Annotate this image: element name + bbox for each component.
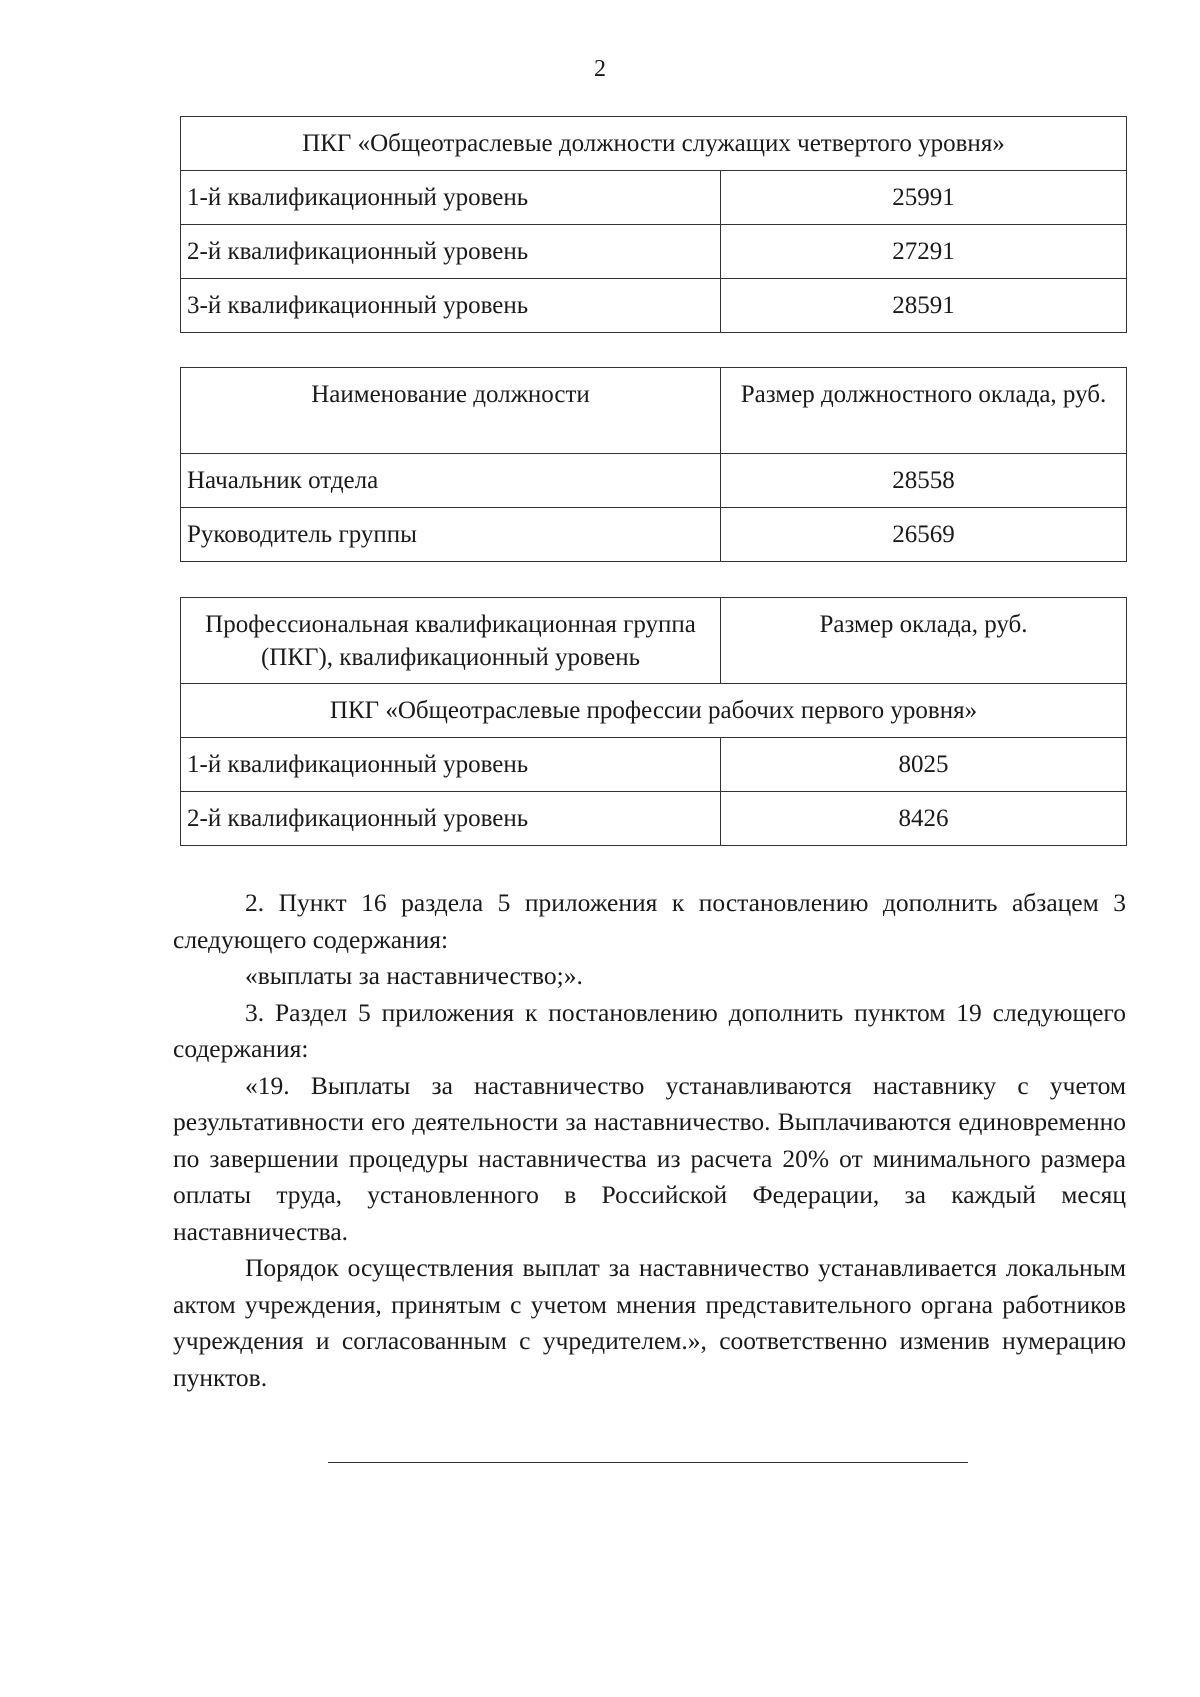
page-number: 2 bbox=[594, 56, 606, 82]
table-row bbox=[181, 792, 1127, 846]
salary-cell: 8426 bbox=[721, 792, 1127, 846]
quoted-clause-19: «19. Выплаты за наставничество устанавливаются наставнику с учетом результативности его деятельности за наставничество. Выплачиваются единовременно по завершении процедуры наставничества из расчета 20% от минимального размера оплаты труда, установленного в Российской Федерации, за каждый месяц наставничества. bbox=[173, 1070, 1126, 1246]
table-row bbox=[181, 171, 1127, 225]
column-header-salary: Размер оклада, руб. bbox=[721, 598, 1127, 684]
qualification-level-cell: 2-й квалификационный уровень bbox=[181, 225, 721, 279]
table-row bbox=[181, 225, 1127, 279]
salary-table-positions bbox=[180, 367, 1127, 562]
qualification-level-cell: 3-й квалификационный уровень bbox=[181, 279, 721, 333]
table-row bbox=[181, 279, 1127, 333]
paragraph-item-2: 2. Пункт 16 раздела 5 приложения к постановлению дополнить абзацем 3 следующего содержания: bbox=[173, 888, 1126, 954]
qualification-level-cell: 2-й квалификационный уровень bbox=[181, 792, 721, 846]
quoted-insert-text: «выплаты за наставничество;». bbox=[245, 961, 583, 990]
column-header-qualification-group: Профессиональная квалификационная группа (ПКГ), квалификационный уровень bbox=[181, 598, 721, 684]
salary-cell: 28591 bbox=[721, 279, 1127, 333]
table-group-header-row bbox=[181, 684, 1127, 738]
column-header-salary: Размер должностного оклада, руб. bbox=[721, 368, 1127, 454]
paragraph-payment-procedure: Порядок осуществления выплат за наставничество устанавливается локальным актом учреждения, принятым с учетом мнения представительного органа работников учреждения и согласованным с учредителем.», соответственно изменив нумерацию пунктов. bbox=[173, 1253, 1126, 1392]
table-header-row bbox=[181, 598, 1127, 684]
qualification-level-cell: 1-й квалификационный уровень bbox=[181, 171, 721, 225]
table-group-header: ПКГ «Общеотраслевые профессии рабочих первого уровня» bbox=[181, 684, 1127, 738]
document-body bbox=[173, 885, 1126, 1396]
paragraph-item-3: 3. Раздел 5 приложения к постановлению дополнить пунктом 19 следующего содержания: bbox=[173, 997, 1126, 1063]
position-cell: Начальник отдела bbox=[181, 454, 721, 508]
table-group-header: ПКГ «Общеотраслевые должности служащих четвертого уровня» bbox=[181, 117, 1127, 171]
table-group-header-row bbox=[181, 117, 1127, 171]
salary-table-workers-level1 bbox=[180, 597, 1127, 846]
salary-cell: 26569 bbox=[721, 508, 1127, 562]
salary-cell: 27291 bbox=[721, 225, 1127, 279]
table-row bbox=[181, 454, 1127, 508]
table-row bbox=[181, 508, 1127, 562]
table-row bbox=[181, 738, 1127, 792]
column-header-position: Наименование должности bbox=[181, 368, 721, 454]
position-cell: Руководитель группы bbox=[181, 508, 721, 562]
qualification-level-cell: 1-й квалификационный уровень bbox=[181, 738, 721, 792]
table-header-row bbox=[181, 368, 1127, 454]
salary-cell: 25991 bbox=[721, 171, 1127, 225]
closing-divider-line bbox=[328, 1462, 968, 1463]
salary-table-employees-level4 bbox=[180, 116, 1127, 333]
salary-cell: 8025 bbox=[721, 738, 1127, 792]
salary-cell: 28558 bbox=[721, 454, 1127, 508]
